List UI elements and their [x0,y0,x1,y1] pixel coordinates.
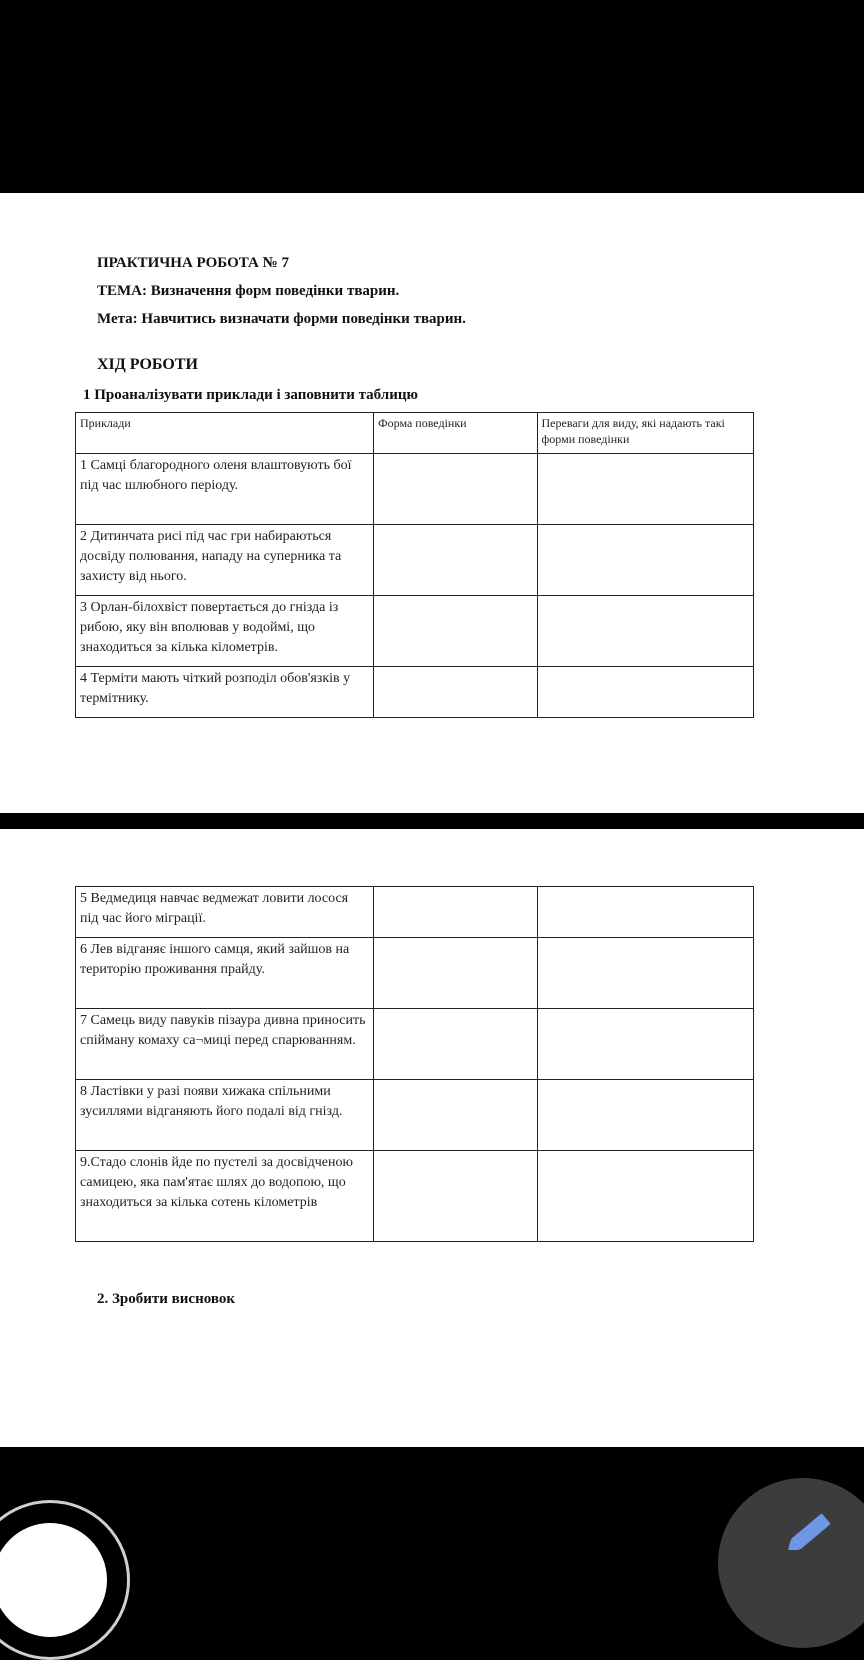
table-row [76,1009,754,1080]
table-row [76,525,754,596]
behavior-form-cell [374,1009,537,1080]
advantages-cell [537,454,753,525]
pencil-icon [776,1500,846,1550]
advantages-cell [537,1080,753,1151]
circle-button-inner [0,1523,107,1637]
table-row [76,667,754,718]
table-row [76,596,754,667]
behavior-form-cell [374,1151,537,1242]
advantages-cell [537,1009,753,1080]
example-cell: 3 Орлан-білохвіст повертається до гнізда із рибою, яку він вполював у водоймі, що знаходиться за кілька кілометрів. [76,596,374,667]
example-cell: 4 Терміти мають чіткий розподіл обов'язків у термітнику. [76,667,374,718]
page-title: ПРАКТИЧНА РОБОТА № 7 [97,255,289,271]
behavior-form-cell [374,938,537,1009]
advantages-cell [537,1151,753,1242]
table-row [76,454,754,525]
document-page-2 [0,829,864,1447]
edit-button[interactable] [718,1478,864,1648]
advantages-cell [537,938,753,1009]
goal-line: Мета: Навчитись визначати форми поведінки тварин. [97,311,466,327]
example-cell: 2 Дитинчата рисі під час гри набираються досвіду полювання, нападу на суперника та захисту від нього. [76,525,374,596]
topic-line: ТЕМА: Визначення форм поведінки тварин. [97,283,400,299]
behavior-form-cell [374,454,537,525]
header-advantages: Переваги для виду, які надають такі форми поведінки [537,413,753,454]
task-2-heading: 2. Зробити висновок [97,1291,235,1307]
task-1-heading: 1 Проаналізувати приклади і заповнити таблицю [83,387,418,403]
advantages-cell [537,887,753,938]
advantages-cell [537,596,753,667]
advantages-cell [537,667,753,718]
behavior-form-cell [374,887,537,938]
behavior-table [75,412,754,718]
behavior-form-cell [374,596,537,667]
example-cell: 5 Ведмедиця навчає ведмежат ловити лосося під час його міграції. [76,887,374,938]
header-behavior-form: Форма поведінки [374,413,537,454]
header-examples: Приклади [76,413,374,454]
behavior-table-continued [75,886,754,1242]
example-cell: 1 Самці благородного оленя влаштовують бої під час шлюбного періоду. [76,454,374,525]
behavior-form-cell [374,525,537,596]
progress-heading: ХІД РОБОТИ [97,356,198,373]
table-row [76,1080,754,1151]
table-row [76,938,754,1009]
document-page-1 [0,193,864,813]
example-cell: 9.Стадо слонів йде по пустелі за досвідченою самицею, яка пам'ятає шлях до водопою, що знаходиться за кілька сотень кілометрів [76,1151,374,1242]
table-header-row [76,413,754,454]
example-cell: 8 Ластівки у разі появи хижака спільними зусиллями відганяють його подалі від гнізд. [76,1080,374,1151]
table-row [76,887,754,938]
advantages-cell [537,525,753,596]
table-row [76,1151,754,1242]
circle-button[interactable] [0,1500,130,1660]
behavior-form-cell [374,1080,537,1151]
behavior-form-cell [374,667,537,718]
example-cell: 7 Самець виду павуків пізаура дивна приносить спійману комаху са¬миці перед спарюванням. [76,1009,374,1080]
example-cell: 6 Лев відганяє іншого самця, який зайшов на територію проживання прайду. [76,938,374,1009]
